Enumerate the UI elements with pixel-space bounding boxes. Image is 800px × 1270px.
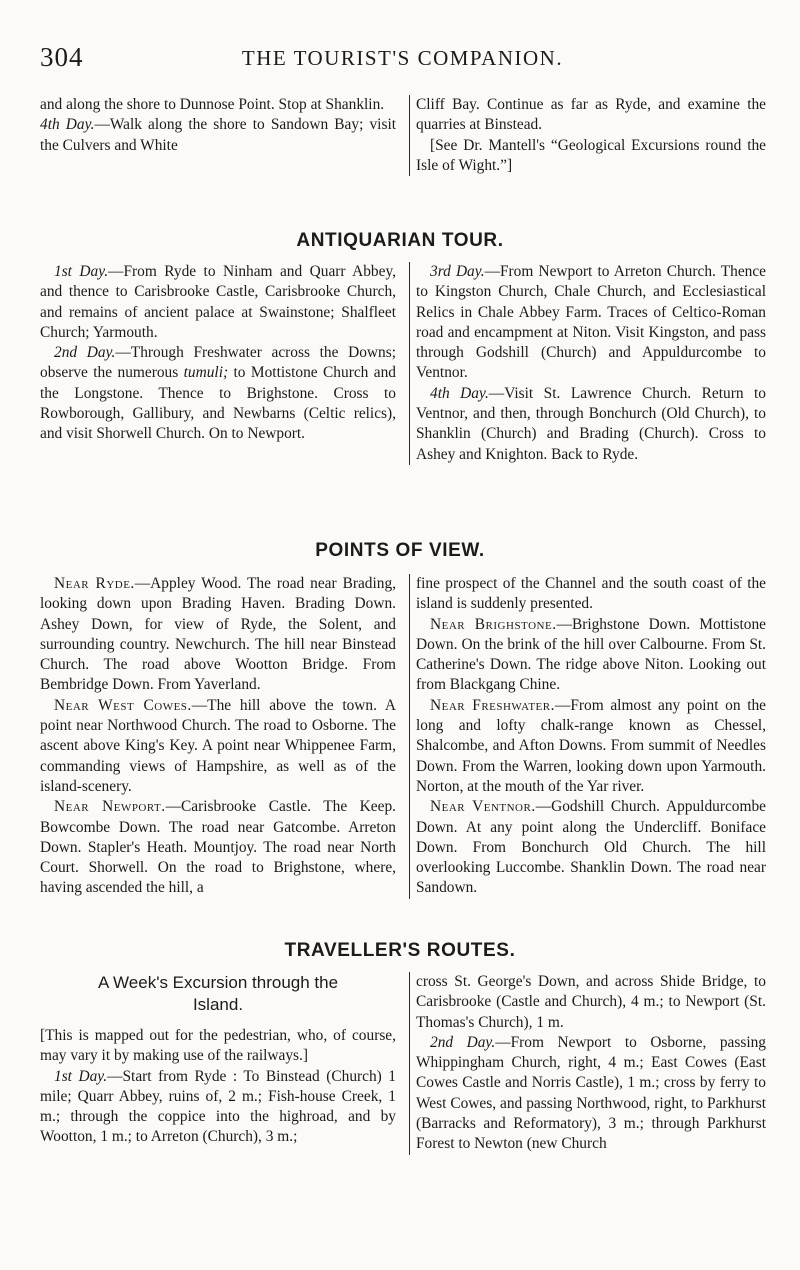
day-lead: 1st Day. bbox=[54, 263, 109, 280]
paragraph: Near Ryde.—Appley Wood. The road near Brading, looking down upon Brading Haven. Brading Down. Ashey Down, for view of Ryde, the Solent, and surrounding country. Newchurch. The hill near Binstead Church. The road above Wootton Bridge. From Bembridge Down. From Yaverland. bbox=[40, 575, 397, 694]
paragraph: 4th Day.—Visit St. Lawrence Church. Return to Ventnor, and then, through Bonchurch (Old Church), to Shanklin (Church) and Brading (Church). Cross to Ashey and Knighton. Back to Ryde. bbox=[416, 384, 766, 463]
antiquarian-left-column bbox=[40, 262, 396, 445]
route-note: [This is mapped out for the pedestrian, who, of course, may vary it by making use of the railways.] bbox=[40, 1027, 396, 1065]
place-lead: Near Brighstone. bbox=[430, 615, 557, 633]
paragraph: 3rd Day.—From Newport to Arreton Church. Thence to Kingston Church, Chale Church, and Ecclesiastical Relics in Chale Abbey Farm. Traces of Celtico-Roman road and encampment at Niton. Visit Kingston, and pass through Godshill (Church) and Appuldurcombe to Ventnor. bbox=[416, 263, 767, 382]
place-lead: Near West Cowes. bbox=[54, 696, 192, 714]
running-head: THE TOURIST'S COMPANION. bbox=[241, 46, 564, 70]
paragraph: 2nd Day.—Through Freshwater across the Downs; observe the numerous tumuli; to Mottistone Church and the Longstone. Thence to Brighstone. Cross to Rowborough, Gallibury, and Newbarns (Celtic relics), and visit Shorwell Church. On to Newport. bbox=[40, 344, 397, 443]
paragraph: cross St. George's Down, and across Shide Bridge, to Carisbrooke (Castle and Church), 4 m.; to Newport (St. Thomas's Church), 1 m. bbox=[416, 973, 766, 1031]
paragraph: 4th Day.—Walk along the shore to Sandown Bay; visit the Culvers and White bbox=[40, 116, 396, 154]
points-left-column bbox=[40, 574, 396, 899]
points-of-view-section bbox=[40, 574, 766, 897]
intro-section bbox=[40, 95, 765, 187]
paragraph: 2nd Day.—From Newport to Osborne, passing Whippingham Church, right, 4 m.; East Cowes (East Cowes Castle and Norris Castle), 1 m.; cross by ferry to West Cowes, and passing Northwood, right, to Parkhurst (Barracks and Reformatory), 3 m.; through Parkhurst Forest to Newton (new Church bbox=[416, 1033, 766, 1153]
page-header bbox=[40, 42, 765, 82]
paragraph: 1st Day.—Start from Ryde : To Binstead (Church) 1 mile; Quarr Abbey, ruins of, 2 m.; Fish-house Creek, 1 m.; through the coppice into the highroad, and by Wootton, 1 m.; to Arreton (Church), 3 m.; bbox=[40, 1067, 397, 1146]
paragraph: and along the shore to Dunnose Point. Stop at Shanklin. bbox=[40, 96, 385, 113]
paragraph: Near Ventnor.—Godshill Church. Appuldurcombe Down. At any point along the Undercliff. Boniface Down. From Bonchurch Old Church. The hill overlooking Luccombe. Shanklin Down. The road near Sandown. bbox=[416, 798, 766, 897]
paragraph: fine prospect of the Channel and the south coast of the island is suddenly presented. bbox=[416, 575, 766, 613]
intro-right-column bbox=[409, 95, 766, 176]
place-lead: Near Ryde. bbox=[54, 575, 135, 592]
day-lead: 2nd Day. bbox=[430, 1033, 496, 1051]
day-lead: 4th Day. bbox=[40, 116, 95, 134]
paragraph: 1st Day.—From Ryde to Ninham and Quarr Abbey, and thence to Carisbrooke Castle, Carisbrooke Church, and remains of ancient palace at Swainstone; Shalfleet Church; Yarmouth. bbox=[40, 263, 396, 341]
excursion-subtitle: A Week's Excursion through the Island. bbox=[97, 973, 339, 1014]
section-title-antiquarian: ANTIQUARIAN TOUR. bbox=[296, 230, 504, 251]
section-title-travellers-routes: TRAVELLER'S ROUTES. bbox=[284, 940, 516, 961]
paragraph: Near Freshwater.—From almost any point on the long and lofty chalk-range known as Chessel, Shalcombe, and Afton Downs. From summit of Needles Down. From the Warren, looking down upon Yarmouth. Norton, at the mouth of the Yar river. bbox=[416, 696, 766, 795]
routes-right-column bbox=[409, 972, 766, 1155]
place-lead: Near Ventnor. bbox=[430, 798, 536, 816]
day-lead: 4th Day. bbox=[430, 384, 489, 402]
antiquarian-right-column bbox=[409, 262, 766, 465]
paragraph: Near West Cowes.—The hill above the town. A point near Northwood Church. The road to Osborne. The ascent above King's Key. A point near Whippenee Farm, commanding views of Hampshire, as well as of the island-scenery. bbox=[40, 696, 397, 795]
place-lead: Near Freshwater. bbox=[430, 696, 555, 714]
day-lead: 3rd Day. bbox=[430, 263, 485, 280]
travellers-routes-section bbox=[40, 972, 765, 1262]
day-lead: 1st Day. bbox=[54, 1067, 108, 1085]
paragraph: Cliff Bay. Continue as far as Ryde, and examine the quarries at Binstead. bbox=[416, 96, 766, 134]
place-lead: Near Newport. bbox=[54, 798, 166, 816]
intro-left-column bbox=[40, 95, 396, 156]
page-number: 304 bbox=[40, 42, 84, 72]
day-lead: 2nd Day. bbox=[54, 344, 116, 362]
paragraph: Near Newport.—Carisbrooke Castle. The Keep. Bowcombe Down. The road near Gatcombe. Arreton Down. Stapler's Heath. Mountjoy. The road near North Court. Shorwell. On the road to Brighstone, where, having ascended the hill, a bbox=[40, 798, 396, 897]
routes-left-column bbox=[40, 972, 396, 1148]
paragraph: Near Brighstone.—Brighstone Down. Mottistone Down. On the brink of the hill over Calbourne. From St. Catherine's Down. The ridge above Niton. Looking out from Blackgang Chine. bbox=[416, 615, 766, 694]
points-right-column bbox=[409, 574, 766, 899]
antiquarian-section bbox=[40, 262, 765, 514]
section-title-points-of-view: POINTS OF VIEW. bbox=[315, 540, 485, 561]
paragraph: [See Dr. Mantell's “Geological Excursions round the Isle of Wight.”] bbox=[416, 136, 766, 174]
